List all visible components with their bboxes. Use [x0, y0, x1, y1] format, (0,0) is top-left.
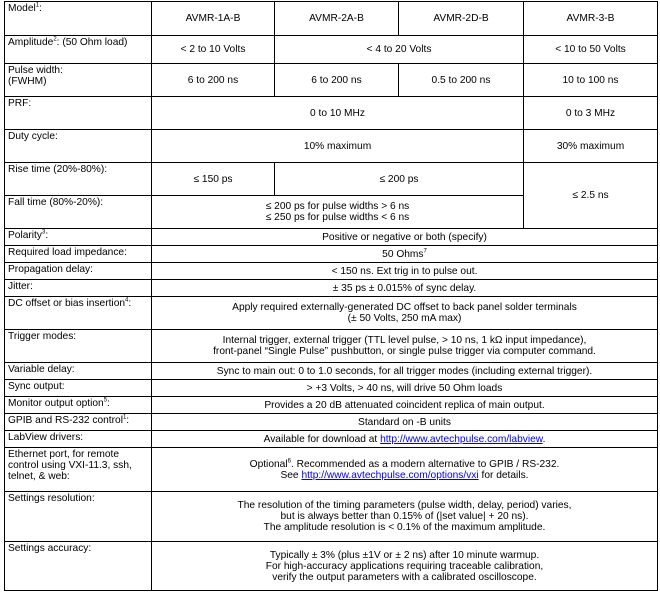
model-4: AVMR-3-B: [524, 2, 658, 36]
settings-resolution-value: The resolution of the timing parameters (pulse width, delay, period) varies, but is always better than 0.15% of (|set value| + 20 ns). The amplitude resolution is < 0.1% of the maximum amplitude.: [152, 492, 658, 542]
label-model: Model$^1$:: [5, 2, 152, 36]
row-amplitude: [5, 36, 658, 64]
label-rise-time: Rise time (20%-80%):: [5, 163, 152, 196]
ethernet-value: Optional$^6$. Recommended as a modern alternative to GPIB / RS-232. See http://www.avtechpulse.com/options/vxi for details.: [152, 448, 658, 492]
row-sync-output: [5, 380, 658, 397]
row-labview: [5, 431, 658, 448]
row-rise-time: [5, 163, 658, 196]
label-settings-resolution: Settings resolution:: [5, 492, 152, 542]
label-fall-time: Fall time (80%-20%):: [5, 196, 152, 229]
prf-1-3: 0 to 10 MHz: [152, 97, 524, 130]
jitter-value: ± 35 ps ± 0.015% of sync delay.: [152, 280, 658, 297]
label-load-impedance: Required load impedance:: [5, 246, 152, 263]
label-gpib: GPIB and RS-232 control$^1$:: [5, 414, 152, 431]
polarity-value: Positive or negative or both (specify): [152, 229, 658, 246]
pulse-width-3: 0.5 to 200 ns: [399, 64, 524, 97]
label-polarity: Polarity$^3$:: [5, 229, 152, 246]
label-settings-accuracy: Settings accuracy:: [5, 542, 152, 591]
label-propagation-delay: Propagation delay:: [5, 263, 152, 280]
specifications-table: [4, 1, 658, 591]
fall-time-1-3: ≤ 200 ps for pulse widths > 6 ns ≤ 250 ps for pulse widths < 6 ns: [152, 196, 524, 229]
label-trigger-modes: Trigger modes:: [5, 330, 152, 363]
model-1: AVMR-1A-B: [152, 2, 275, 36]
trigger-modes-value: Internal trigger, external trigger (TTL level pulse, > 10 ns, 1 kΩ input impedance), front-panel “Single Pulse” pushbutton, or single pulse trigger via computer command.: [152, 330, 658, 363]
row-ethernet: [5, 448, 658, 492]
label-variable-delay: Variable delay:: [5, 363, 152, 380]
gpib-value: Standard on -B units: [152, 414, 658, 431]
amplitude-4: < 10 to 50 Volts: [524, 36, 658, 64]
propagation-delay-value: < 150 ns. Ext trig in to pulse out.: [152, 263, 658, 280]
row-polarity: [5, 229, 658, 246]
row-pulse-width: [5, 64, 658, 97]
pulse-width-1: 6 to 200 ns: [152, 64, 275, 97]
row-variable-delay: [5, 363, 658, 380]
row-monitor-output: [5, 397, 658, 414]
row-load-impedance: [5, 246, 658, 263]
rise-time-1: ≤ 150 ps: [152, 163, 275, 196]
row-propagation-delay: [5, 263, 658, 280]
label-ethernet: Ethernet port, for remote control using VXI-11.3, ssh, telnet, & web:: [5, 448, 152, 492]
duty-cycle-4: 30% maximum: [524, 130, 658, 163]
model-3: AVMR-2D-B: [399, 2, 524, 36]
row-jitter: [5, 280, 658, 297]
label-labview: LabView drivers:: [5, 431, 152, 448]
load-impedance-value: 50 Ohms$^7$: [152, 246, 658, 263]
labview-value: Available for download at http://www.avtechpulse.com/labview.: [152, 431, 658, 448]
model-2: AVMR-2A-B: [275, 2, 399, 36]
row-trigger-modes: [5, 330, 658, 363]
label-duty-cycle: Duty cycle:: [5, 130, 152, 163]
label-dc-offset: DC offset or bias insertion$^4$:: [5, 297, 152, 330]
settings-accuracy-value: Typically ± 3% (plus ±1V or ± 2 ns) after 10 minute warmup. For high-accuracy applications requiring traceable calibration, verify the output parameters with a calibrated oscilloscope.: [152, 542, 658, 591]
pulse-width-2: 6 to 200 ns: [275, 64, 399, 97]
label-jitter: Jitter:: [5, 280, 152, 297]
pulse-width-4: 10 to 100 ns: [524, 64, 658, 97]
row-prf: [5, 97, 658, 130]
label-monitor-output: Monitor output option$^5$:: [5, 397, 152, 414]
prf-4: 0 to 3 MHz: [524, 97, 658, 130]
vxi-link[interactable]: http://www.avtechpulse.com/options/vxi: [301, 469, 479, 481]
amplitude-2-3: < 4 to 20 Volts: [275, 36, 524, 64]
rise-time-2-3: ≤ 200 ps: [275, 163, 524, 196]
row-model: [5, 2, 658, 36]
sync-output-value: > +3 Volts, > 40 ns, will drive 50 Ohm loads: [152, 380, 658, 397]
monitor-output-value: Provides a 20 dB attenuated coincident replica of main output.: [152, 397, 658, 414]
label-pulse-width: Pulse width: (FWHM): [5, 64, 152, 97]
label-prf: PRF:: [5, 97, 152, 130]
row-duty-cycle: [5, 130, 658, 163]
amplitude-1: < 2 to 10 Volts: [152, 36, 275, 64]
label-amplitude: Amplitude$^2$: (50 Ohm load): [5, 36, 152, 64]
variable-delay-value: Sync to main out: 0 to 1.0 seconds, for all trigger modes (including external trigger).: [152, 363, 658, 380]
dc-offset-value: Apply required externally-generated DC offset to back panel solder terminals (± 50 Volts, 250 mA max): [152, 297, 658, 330]
row-gpib: [5, 414, 658, 431]
row-dc-offset: [5, 297, 658, 330]
label-sync-output: Sync output:: [5, 380, 152, 397]
labview-link[interactable]: http://www.avtechpulse.com/labview: [380, 433, 543, 445]
rise-fall-time-4: ≤ 2.5 ns: [524, 163, 658, 229]
row-settings-accuracy: [5, 542, 658, 591]
duty-cycle-1-3: 10% maximum: [152, 130, 524, 163]
row-settings-resolution: [5, 492, 658, 542]
